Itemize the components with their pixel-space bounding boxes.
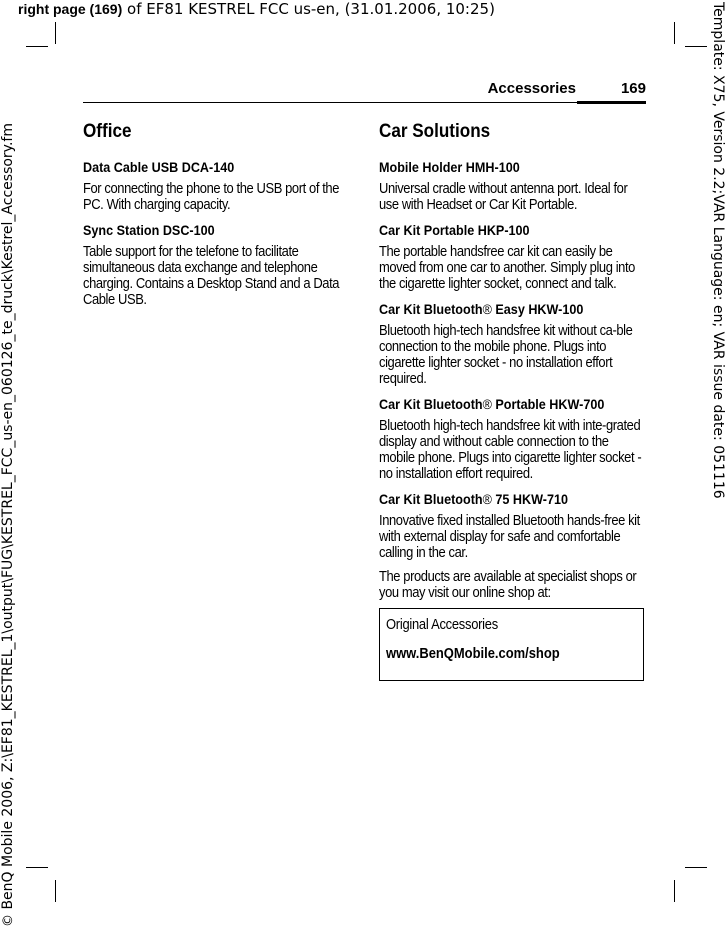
shop-box	[379, 608, 644, 681]
item-name-prefix: Car Kit Bluetooth	[379, 301, 483, 317]
item-description: For connecting the phone to the USB port of the PC. With charging capacity.	[83, 181, 340, 213]
crop-mark	[685, 867, 707, 868]
item-name-suffix: 75 HKW-710	[491, 491, 568, 507]
running-header	[83, 79, 646, 103]
item-name	[379, 395, 619, 413]
crop-mark	[674, 880, 675, 902]
list-item	[379, 158, 646, 213]
item-name: Mobile Holder HMH-100	[379, 159, 520, 175]
crop-mark	[55, 880, 56, 902]
item-description: Universal cradle without antenna port. Ideal for use with Headset or Car Kit Portable.	[379, 181, 628, 213]
item-name-suffix: Easy HKW-100	[491, 301, 584, 317]
closing-text: The products are available at specialist shops or you may visit our online shop at:	[379, 569, 637, 601]
item-name-suffix: Portable HKW-700	[491, 396, 605, 412]
office-heading: Office	[83, 121, 132, 142]
item-description: The portable handsfree car kit can easily be moved from one car to another. Simply plug into the cigarette lighter socket, connect and talk.	[379, 244, 635, 292]
section-title: Accessories	[487, 80, 576, 97]
item-description: Bluetooth high-tech handsfree kit with inte-grated display and without cable connection to the mobile phone. Plugs into cigarette lighter socket - no installation effort required.	[379, 418, 642, 482]
shop-label: Original Accessories	[386, 617, 498, 633]
car-solutions-column	[379, 118, 646, 681]
list-item	[379, 490, 646, 561]
item-name-prefix: Car Kit Bluetooth	[379, 396, 483, 412]
list-item	[83, 158, 349, 213]
registered-mark: ®	[482, 491, 492, 507]
item-name-prefix: Car Kit Bluetooth	[379, 491, 483, 507]
left-margin-note	[0, 123, 17, 927]
crop-mark	[55, 22, 56, 44]
page-number: 169	[620, 80, 646, 97]
list-item	[83, 221, 349, 308]
left-margin-text: BenQ Mobile 2006, Z:\EF81_KESTREL_1\output\FUG\KESTREL_FCC_us-en_060126_te_druck\Kestrel_Accessory.fm	[0, 123, 16, 914]
crop-mark	[674, 22, 675, 44]
item-description: Bluetooth high-tech handsfree kit without ca-ble connection to the mobile phone. Plugs into cigarette lighter socket - no installation effort required.	[379, 323, 633, 387]
item-name: Sync Station DSC-100	[83, 222, 215, 238]
item-description: Innovative fixed installed Bluetooth hands-free kit with external display for safe and comfortable calling in the car.	[379, 513, 640, 561]
list-item	[379, 300, 646, 387]
car-solutions-heading: Car Solutions	[379, 121, 491, 142]
right-margin-note: Template: X75, Version 2.2;VAR Language: en; VAR issue date: 051116	[710, 2, 726, 499]
office-column	[83, 118, 349, 316]
item-name: Data Cable USB DCA-140	[83, 159, 235, 175]
crop-mark	[685, 46, 707, 47]
crop-mark	[26, 867, 48, 868]
document-slug	[18, 0, 495, 18]
slug-rest: of EF81 KESTREL FCC us-en, (31.01.2006, 10:25)	[122, 0, 495, 18]
list-item	[379, 395, 646, 482]
item-name	[379, 490, 619, 508]
registered-mark: ®	[482, 301, 492, 317]
list-item	[379, 221, 646, 292]
header-rule-thick	[577, 101, 646, 104]
item-description: Table support for the telefone to facilitate simultaneous data exchange and telephone charging. Contains a Desktop Stand and a Data Cable USB.	[83, 244, 340, 308]
shop-url: www.BenQMobile.com/shop	[386, 646, 560, 662]
slug-page-ref: right page (169)	[18, 1, 123, 17]
header-rule	[83, 102, 577, 103]
registered-mark: ®	[482, 396, 492, 412]
item-name	[379, 300, 619, 318]
item-name: Car Kit Portable HKP-100	[379, 222, 530, 238]
copyright-icon: ©	[1, 914, 16, 927]
crop-mark	[26, 46, 48, 47]
